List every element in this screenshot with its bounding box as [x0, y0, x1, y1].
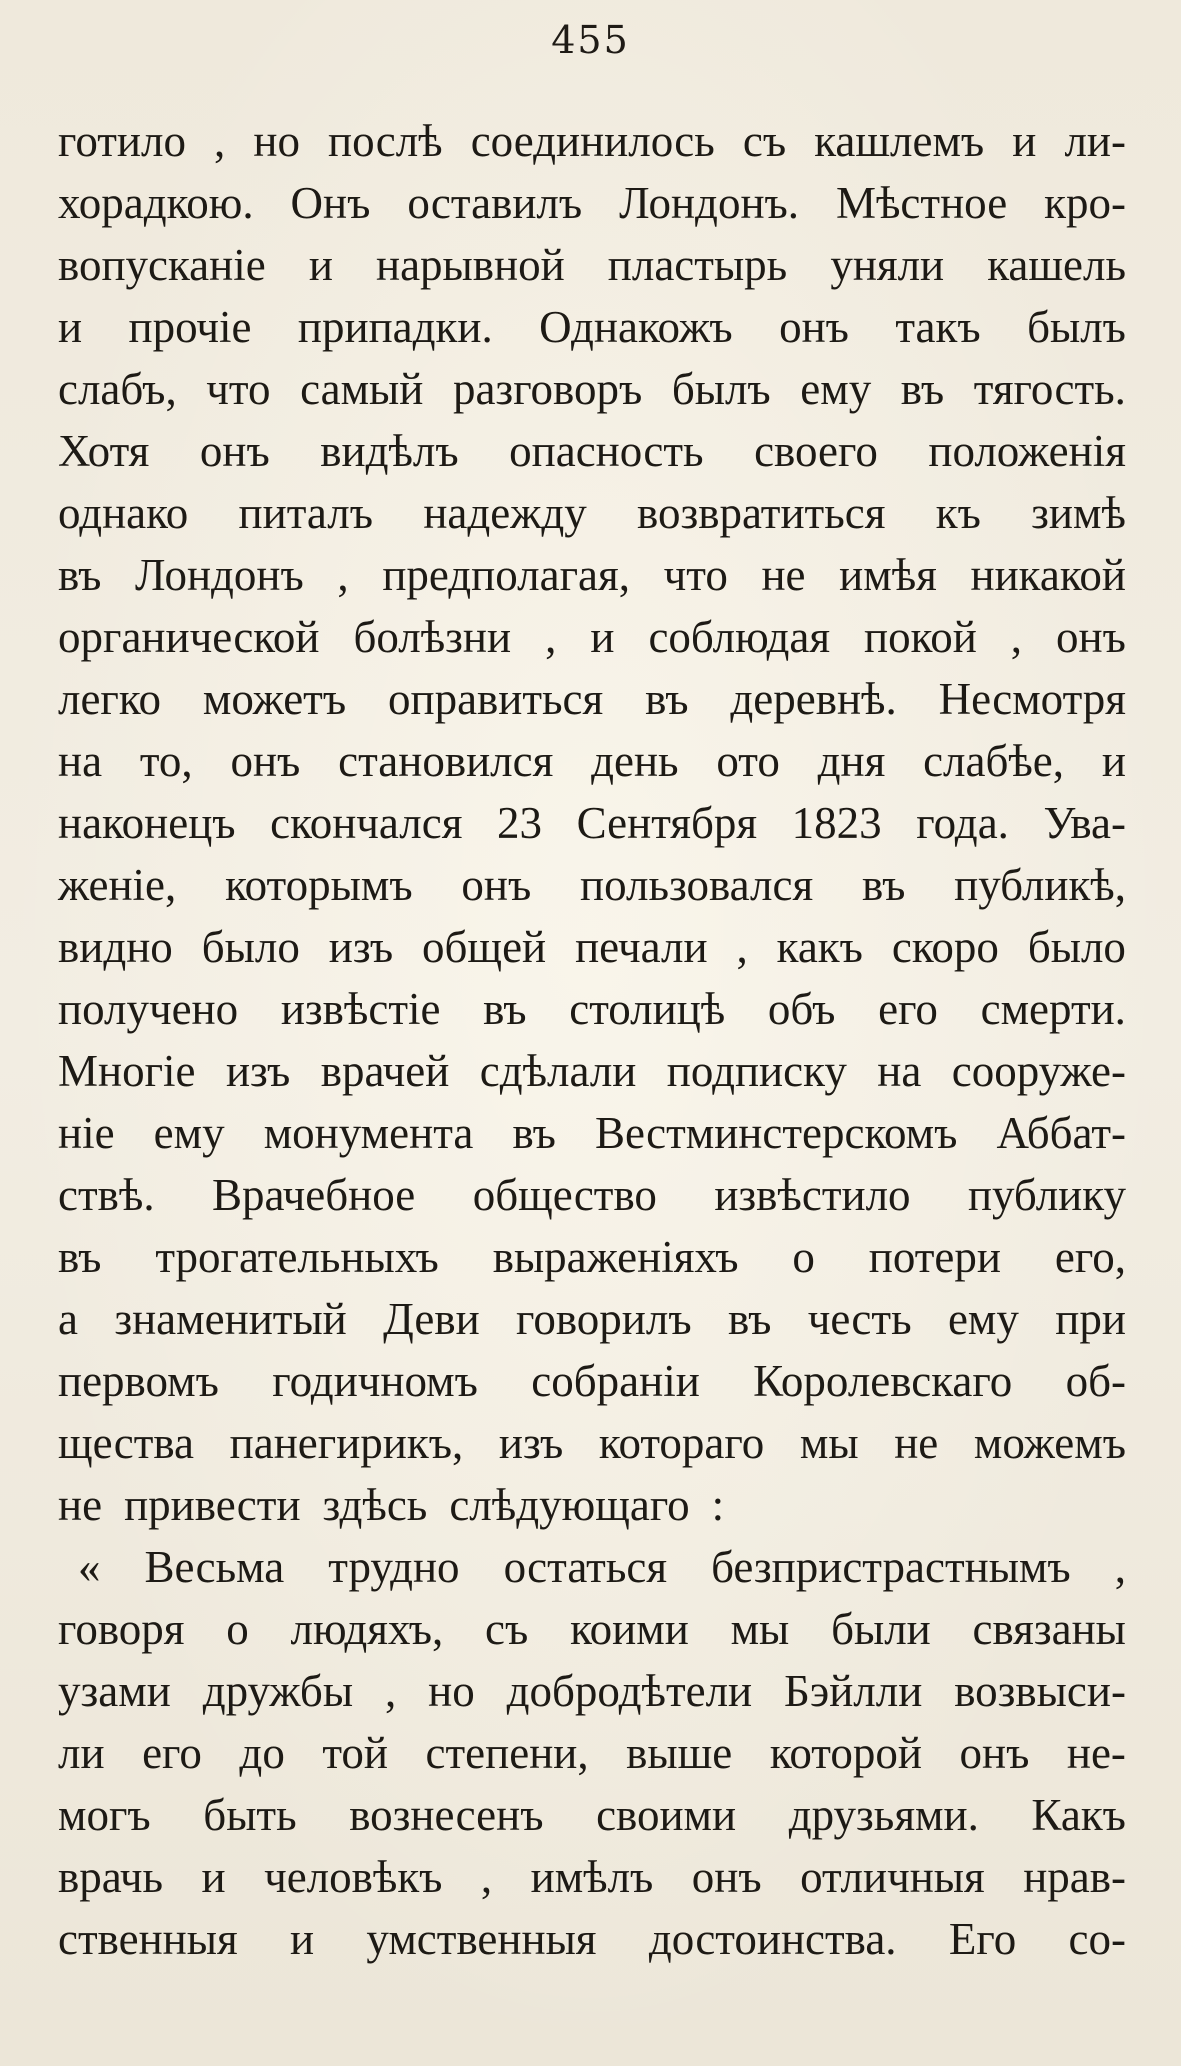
word: ли	[58, 1728, 105, 1778]
word: степени,	[425, 1728, 589, 1778]
word: онъ	[199, 426, 270, 476]
text-line	[58, 1908, 1126, 1970]
text-line	[58, 234, 1126, 296]
word: въ	[900, 364, 945, 414]
text-line	[58, 1846, 1126, 1908]
word: слабѣе,	[923, 736, 1065, 786]
word: общество	[472, 1170, 657, 1220]
text-line	[58, 1288, 1126, 1350]
word: выше	[626, 1728, 733, 1778]
word: монумента	[263, 1108, 474, 1158]
word: ли-	[1064, 116, 1126, 166]
word: трудно	[328, 1542, 460, 1592]
word: возвыси-	[954, 1666, 1126, 1716]
word: кро-	[1044, 178, 1126, 228]
text-line	[58, 1412, 1126, 1474]
word: объ	[767, 984, 836, 1034]
word: знаменитый	[114, 1294, 347, 1344]
word: извѣстило	[714, 1170, 911, 1220]
word: имѣлъ	[530, 1852, 654, 1902]
text-line	[58, 110, 1126, 172]
word: и	[590, 612, 615, 662]
word: были	[831, 1604, 931, 1654]
word: ,	[480, 1852, 493, 1902]
word: можетъ	[202, 674, 347, 724]
word: достоинства.	[648, 1914, 897, 1964]
word: сооруже-	[951, 1046, 1126, 1096]
word: положенія	[928, 426, 1126, 476]
word: людяхъ,	[290, 1604, 444, 1654]
text-line	[58, 978, 1126, 1040]
word: изъ	[328, 922, 394, 972]
word: Врачебное	[211, 1170, 416, 1220]
word: извѣстіе	[280, 984, 441, 1034]
word: послѣ	[328, 116, 443, 166]
word: видно	[58, 922, 173, 972]
word: своего	[754, 426, 878, 476]
text-line	[58, 1164, 1126, 1226]
word: а	[58, 1294, 78, 1344]
word: на	[58, 736, 103, 786]
word: ему	[947, 1294, 1019, 1344]
word: и	[308, 240, 333, 290]
word: онъ	[461, 860, 532, 910]
word: наконецъ	[58, 798, 236, 848]
word: уняли	[830, 240, 945, 290]
word: не	[58, 1480, 103, 1530]
text-line	[58, 606, 1126, 668]
word: годичномъ	[272, 1356, 478, 1406]
word: трогательныхъ	[155, 1232, 439, 1282]
word: котораго	[598, 1418, 765, 1468]
word: человѣкъ	[264, 1852, 443, 1902]
word: получено	[58, 984, 239, 1034]
word: Лондонъ	[135, 550, 304, 600]
word: становился	[338, 736, 554, 786]
word: Его	[948, 1914, 1017, 1964]
word: нрав-	[1023, 1852, 1126, 1902]
word: готило	[58, 116, 186, 166]
text-line	[58, 482, 1126, 544]
text-line	[58, 296, 1126, 358]
word: общей	[422, 922, 547, 972]
word: но	[428, 1666, 475, 1716]
word: скончался	[270, 798, 463, 848]
word: имѣя	[839, 550, 937, 600]
word: тягость.	[973, 364, 1126, 414]
text-line	[58, 1660, 1126, 1722]
word: въ	[483, 984, 527, 1034]
word: до	[239, 1728, 285, 1778]
word: коими	[570, 1604, 689, 1654]
word: день	[591, 736, 679, 786]
word: кашлемъ	[814, 116, 985, 166]
word: его	[142, 1728, 202, 1778]
text-line	[58, 854, 1126, 916]
word: было	[1027, 922, 1126, 972]
word: 23	[497, 798, 542, 848]
word: но	[253, 116, 300, 166]
word: своими	[596, 1790, 737, 1840]
word: не-	[1066, 1728, 1126, 1778]
word: Вестминстерскомъ	[594, 1108, 958, 1158]
word: и	[1101, 736, 1126, 786]
word: быть	[203, 1790, 297, 1840]
word: ,	[736, 922, 748, 972]
word: въ	[861, 860, 906, 910]
word: потери	[868, 1232, 1001, 1282]
word: видѣлъ	[320, 426, 459, 476]
word: узами	[58, 1666, 171, 1716]
word: об-	[1065, 1356, 1126, 1406]
word: онъ	[691, 1852, 762, 1902]
text-line	[58, 1598, 1126, 1660]
word: что	[663, 550, 728, 600]
word: нарывной	[376, 240, 565, 290]
word: надежду	[423, 488, 587, 538]
word: къ	[935, 488, 981, 538]
word: и	[290, 1914, 315, 1964]
word: врачь	[58, 1852, 164, 1902]
word: Деви	[383, 1294, 480, 1344]
word: связаны	[972, 1604, 1126, 1654]
word: оправиться	[387, 674, 604, 724]
word: о	[792, 1232, 815, 1282]
word: ,	[1010, 612, 1023, 662]
word: покой	[864, 612, 977, 662]
word: деревнѣ.	[730, 674, 897, 724]
word: былъ	[671, 364, 771, 414]
word: Лондонъ.	[619, 178, 800, 228]
word: здѣсь	[322, 1480, 428, 1530]
word: ему	[800, 364, 872, 414]
word: ,	[1114, 1542, 1126, 1592]
word: пользовался	[580, 860, 814, 910]
word: честь	[807, 1294, 912, 1344]
word: друзьями.	[788, 1790, 979, 1840]
word: могъ	[58, 1790, 151, 1840]
word: вознесенъ	[349, 1790, 544, 1840]
word: слѣдующаго	[449, 1480, 690, 1530]
word: о	[226, 1604, 249, 1654]
word: при	[1055, 1294, 1126, 1344]
word: Весьма	[144, 1542, 285, 1592]
word: болѣзни	[353, 612, 512, 662]
word: никакой	[970, 550, 1126, 600]
word: Королевскаго	[753, 1356, 1013, 1406]
word: однако	[58, 488, 189, 538]
body-text	[58, 110, 1126, 1970]
word: ,	[545, 612, 557, 662]
word: ,	[384, 1666, 397, 1716]
word: 1823	[791, 798, 882, 848]
text-line	[58, 792, 1126, 854]
word: первомъ	[58, 1356, 219, 1406]
word: можемъ	[973, 1418, 1126, 1468]
word: опасность	[509, 426, 704, 476]
word: ственныя	[58, 1914, 238, 1964]
word: не	[761, 550, 806, 600]
word: онъ	[230, 736, 301, 786]
word: Какъ	[1031, 1790, 1126, 1840]
word: публикѣ,	[954, 860, 1126, 910]
word: которымъ	[225, 860, 413, 910]
word: «	[78, 1542, 101, 1592]
word: щества	[58, 1418, 195, 1468]
word: какъ	[776, 922, 863, 972]
word: добродѣтели	[506, 1666, 753, 1716]
word: вопусканіе	[58, 240, 266, 290]
word: самый	[300, 364, 424, 414]
word: соблюдая	[648, 612, 831, 662]
word: хорадкою.	[58, 178, 254, 228]
word: возвратиться	[637, 488, 886, 538]
word: зимѣ	[1031, 488, 1126, 538]
word: въ	[58, 1232, 102, 1282]
word: было	[201, 922, 300, 972]
word: кашель	[987, 240, 1126, 290]
word: ото	[716, 736, 780, 786]
word: года.	[916, 798, 1009, 848]
word: пластырь	[607, 240, 788, 290]
word: питалъ	[238, 488, 374, 538]
word: собраніи	[531, 1356, 700, 1406]
word: разговоръ	[452, 364, 643, 414]
word: выраженіяхъ	[492, 1232, 739, 1282]
text-line	[58, 916, 1126, 978]
word: говорилъ	[516, 1294, 692, 1344]
word: печали	[575, 922, 708, 972]
page-number: 455	[551, 18, 630, 62]
word: Однакожъ	[539, 302, 733, 352]
word: былъ	[1027, 302, 1126, 352]
word: дня	[817, 736, 886, 786]
word: и	[58, 302, 83, 352]
text-line	[58, 1102, 1126, 1164]
text-line	[58, 668, 1126, 730]
word: публику	[967, 1170, 1126, 1220]
word: такъ	[895, 302, 981, 352]
word: и	[1012, 116, 1037, 166]
word: умственныя	[366, 1914, 597, 1964]
word: легко	[58, 674, 161, 724]
text-line	[58, 1226, 1126, 1288]
word: онъ	[779, 302, 849, 352]
text-line	[58, 544, 1126, 606]
word: ніе	[58, 1108, 115, 1158]
text-line	[58, 1722, 1126, 1784]
text-line	[58, 172, 1126, 234]
word: въ	[645, 674, 689, 724]
word: Несмотря	[938, 674, 1126, 724]
word: сдѣлали	[479, 1046, 637, 1096]
word: :	[711, 1480, 725, 1530]
text-line	[58, 1474, 1126, 1536]
text-line	[58, 358, 1126, 420]
word: отличныя	[800, 1852, 985, 1902]
text-line	[58, 730, 1126, 792]
word: что	[206, 364, 271, 414]
word: съ	[485, 1604, 529, 1654]
word: въ	[512, 1108, 556, 1158]
word: его,	[1054, 1232, 1126, 1282]
word: онъ	[959, 1728, 1030, 1778]
text-line	[58, 1784, 1126, 1846]
word: предполагая,	[382, 550, 630, 600]
word: на	[877, 1046, 922, 1096]
word: дружбы	[202, 1666, 354, 1716]
word: панегирикъ,	[229, 1418, 464, 1468]
word: въ	[727, 1294, 772, 1344]
word: и	[201, 1852, 226, 1902]
word: со-	[1068, 1914, 1126, 1964]
word: его	[878, 984, 938, 1034]
text-line	[58, 420, 1126, 482]
word: Бэйлли	[784, 1666, 923, 1716]
word: ствѣ.	[58, 1170, 155, 1220]
word: съ	[742, 116, 787, 166]
word: онъ	[1056, 612, 1126, 662]
word: женіе,	[58, 860, 177, 910]
word: мы	[799, 1418, 859, 1468]
word: прочіе	[128, 302, 252, 352]
word: Многіе	[58, 1046, 196, 1096]
word: привести	[124, 1480, 301, 1530]
word: столицѣ	[569, 984, 726, 1034]
word: оставилъ	[407, 178, 583, 228]
word: соединилось	[470, 116, 715, 166]
word: Мѣстное	[835, 178, 1008, 228]
word: изъ	[498, 1418, 564, 1468]
word: въ	[58, 550, 102, 600]
word: подписку	[666, 1046, 847, 1096]
word: той	[322, 1728, 389, 1778]
word: припадки.	[297, 302, 493, 352]
text-line	[58, 1536, 1126, 1598]
word: ,	[214, 116, 226, 166]
word: то,	[139, 736, 193, 786]
word: Сентября	[576, 798, 758, 848]
text-line	[58, 1350, 1126, 1412]
word: которой	[769, 1728, 922, 1778]
word: смерти.	[980, 984, 1126, 1034]
word: ,	[337, 550, 349, 600]
word: говоря	[58, 1604, 185, 1654]
word: Аббат-	[996, 1108, 1126, 1158]
word: не	[894, 1418, 939, 1468]
word: слабъ,	[58, 364, 177, 414]
word: врачей	[320, 1046, 450, 1096]
text-line	[58, 1040, 1126, 1102]
word: Онъ	[290, 178, 371, 228]
word: Ува-	[1043, 798, 1126, 848]
word: Хотя	[58, 426, 150, 476]
word: изъ	[225, 1046, 291, 1096]
word: безпристрастнымъ	[711, 1542, 1071, 1592]
word: ему	[153, 1108, 225, 1158]
word: органической	[58, 612, 320, 662]
word: скоро	[891, 922, 999, 972]
word: остаться	[503, 1542, 668, 1592]
word: мы	[730, 1604, 790, 1654]
